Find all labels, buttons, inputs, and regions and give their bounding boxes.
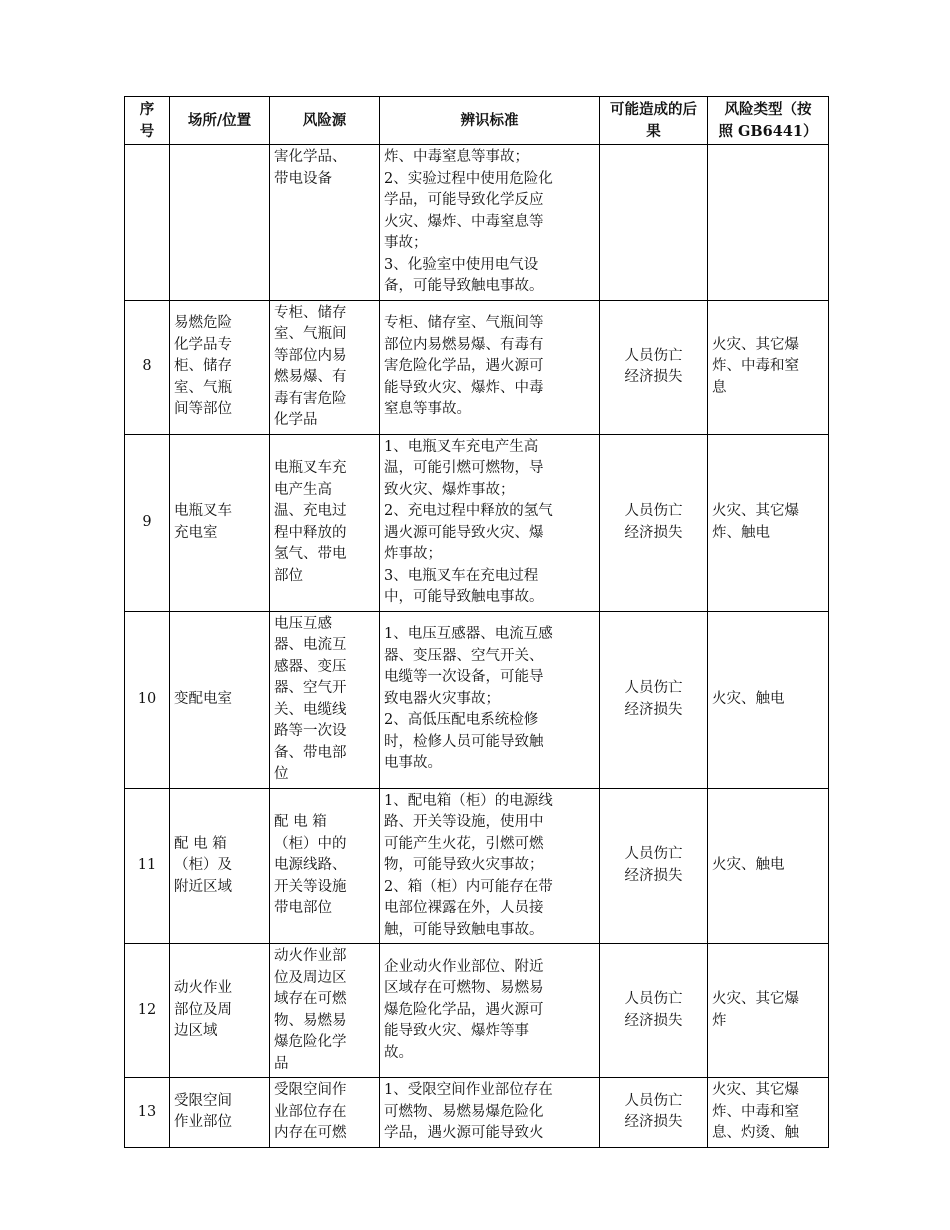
table-row <box>125 788 829 944</box>
cell-text-line: （柜）中的 <box>274 835 347 852</box>
cell-text-line: 3、电瓶叉车在充电过程 <box>384 567 539 584</box>
cell-text-line: 火灾、其它爆 <box>712 336 799 353</box>
cell-text-line: 经济损失 <box>624 369 683 385</box>
cell-number <box>125 145 170 301</box>
cell-risk-source <box>270 788 380 944</box>
cell-text-line: 人员伤亡 <box>624 680 683 696</box>
cell-number: 12 <box>125 944 170 1078</box>
header-text-line: 风险源 <box>302 111 347 129</box>
cell-text-line: 经济损失 <box>624 867 683 884</box>
cell-text-line: 致电器火灾事故； <box>384 690 500 707</box>
cell-text-line: 化学品专 <box>174 336 232 353</box>
cell-text-line: 2、箱（柜）内可能存在带 <box>384 878 553 895</box>
risk-table <box>124 96 829 1148</box>
cell-text-line: 爆危险化学品，遇火源可 <box>384 1001 544 1018</box>
cell-text-line: 室、气瓶间 <box>274 326 347 342</box>
cell-risk-type <box>708 300 829 434</box>
cell-text-line: 变配电室 <box>174 690 232 707</box>
cell-text-line: 带电设备 <box>274 170 332 187</box>
col-header-source <box>270 97 380 145</box>
cell-text-line: 专柜、储存 <box>274 304 347 321</box>
cell-text-line: 电瓶叉车充 <box>274 460 347 476</box>
cell-location <box>170 611 270 788</box>
cell-text-line: 电事故。 <box>384 755 442 772</box>
cell-text-line: 人员伤亡 <box>624 503 683 519</box>
cell-text-line: 故。 <box>384 1044 413 1061</box>
cell-text-line: 带电部位 <box>274 900 332 916</box>
cell-criteria <box>380 944 600 1078</box>
cell-text-line: 温，可能引燃可燃物，导 <box>384 460 544 476</box>
cell-text-line: 电源线路、 <box>274 857 347 873</box>
cell-number: 13 <box>125 1078 170 1148</box>
table-row <box>125 1078 829 1148</box>
cell-text-line: 业部位存在 <box>274 1103 347 1120</box>
cell-text-line: 受限空间作 <box>274 1082 347 1098</box>
cell-text-line: （柜）及 <box>174 857 232 873</box>
cell-text-line: 2、实验过程中使用危险化 <box>384 170 553 187</box>
cell-text-line: 受限空间 <box>174 1092 232 1109</box>
cell-criteria <box>380 611 600 788</box>
cell-text-line: 充电室 <box>174 524 218 541</box>
cell-consequence <box>600 944 708 1078</box>
cell-location <box>170 944 270 1078</box>
cell-text-line: 人员伤亡 <box>624 846 683 863</box>
cell-number: 10 <box>125 611 170 788</box>
cell-text-line: 火灾、爆炸、中毒窒息等 <box>384 213 544 230</box>
cell-location <box>170 1078 270 1148</box>
col-header-location <box>170 97 270 145</box>
header-text-line: 可能造成的后 <box>610 101 697 118</box>
cell-text-line: 炸事故； <box>384 546 442 562</box>
cell-text-line: 位 <box>274 766 289 782</box>
cell-text-line: 电产生高 <box>274 481 332 498</box>
cell-text-line: 备，可能导致触电事故。 <box>384 278 544 294</box>
cell-text-line: 经济损失 <box>624 1114 683 1131</box>
table-body <box>125 145 829 1148</box>
cell-text-line: 专柜、储存室、气瓶间等 <box>384 315 544 332</box>
col-header-type <box>708 97 829 145</box>
header-text-line: 号 <box>139 122 155 140</box>
cell-number: 11 <box>125 788 170 944</box>
table-row <box>125 300 829 434</box>
cell-text-line: 企业动火作业部位、附近 <box>384 958 544 975</box>
cell-text-line: 1、受限空间作业部位存在 <box>384 1082 553 1098</box>
cell-text-line: 品 <box>274 1055 289 1072</box>
cell-text-line: 学品，可能导致化学反应 <box>384 192 544 208</box>
cell-text-line: 部位内易燃易爆、有毒有 <box>384 336 544 353</box>
header-text-line: 风险类型（按 <box>724 101 812 118</box>
cell-text-line: 电缆等一次设备，可能导 <box>384 669 544 686</box>
cell-location <box>170 145 270 301</box>
cell-text-line: 化学品 <box>274 412 318 428</box>
cell-text-line: 学品，遇火源可能导致火 <box>384 1125 544 1141</box>
cell-text-line: 物，可能导致火灾事故； <box>384 857 544 873</box>
cell-text-line: 经济损失 <box>624 524 683 541</box>
cell-text-line: 火灾、其它爆 <box>712 991 799 1007</box>
cell-criteria <box>380 434 600 611</box>
cell-text-line: 电部位裸露在外，人员接 <box>384 900 544 916</box>
cell-text-line: 能导致火灾、爆炸、中毒 <box>384 379 544 396</box>
cell-text-line: 炸、中毒和窒 <box>712 358 799 375</box>
cell-text-line: 经济损失 <box>624 701 683 718</box>
cell-location <box>170 788 270 944</box>
cell-risk-type <box>708 145 829 301</box>
cell-text-line: 火灾、触电 <box>712 857 785 873</box>
cell-risk-source <box>270 300 380 434</box>
cell-text-line: 3、化验室中使用电气设 <box>384 256 539 273</box>
cell-text-line: 柜、储存 <box>174 358 232 375</box>
cell-text-line: 部位及周 <box>174 1001 232 1018</box>
header-text-line: 果 <box>646 122 661 140</box>
table-row <box>125 434 829 611</box>
cell-text-line: 害危险化学品，遇火源可 <box>384 358 544 375</box>
cell-text-line: 温、充电过 <box>274 503 347 519</box>
cell-text-line: 炸、中毒窒息等事故； <box>384 149 529 165</box>
col-header-criteria <box>380 97 600 145</box>
cell-text-line: 害化学品、 <box>274 149 347 165</box>
cell-text-line: 人员伤亡 <box>624 1092 683 1109</box>
cell-risk-source <box>270 1078 380 1148</box>
cell-consequence <box>600 611 708 788</box>
cell-text-line: 备、带电部 <box>274 744 347 761</box>
cell-text-line: 2、高低压配电系统检修 <box>384 712 539 729</box>
cell-text-line: 1、配电箱（柜）的电源线 <box>384 792 553 809</box>
cell-text-line: 动火作业部 <box>274 948 347 964</box>
cell-text-line: 炸 <box>712 1012 727 1029</box>
cell-text-line: 配 电 箱 <box>174 835 227 852</box>
cell-number: 9 <box>125 434 170 611</box>
col-header-consequence <box>600 97 708 145</box>
cell-text-line: 易燃危险 <box>174 315 232 332</box>
cell-risk-type <box>708 611 829 788</box>
cell-text-line: 时，检修人员可能导致触 <box>384 733 544 750</box>
cell-text-line: 人员伤亡 <box>624 347 683 364</box>
cell-text-line: 经济损失 <box>624 1012 683 1029</box>
cell-criteria <box>380 1078 600 1148</box>
cell-text-line: 能导致火灾、爆炸等事 <box>384 1023 529 1040</box>
header-text-line: 照 GB6441） <box>718 122 818 140</box>
cell-text-line: 路、开关等设施，使用中 <box>384 814 544 830</box>
cell-text-line: 感器、变压 <box>274 658 347 675</box>
cell-risk-source <box>270 434 380 611</box>
cell-text-line: 等部位内易 <box>274 347 347 364</box>
cell-text-line: 1、电压互感器、电流互感 <box>384 626 553 643</box>
cell-text-line: 器、电流互 <box>274 637 347 653</box>
cell-text-line: 氢气、带电 <box>274 546 347 562</box>
cell-consequence <box>600 145 708 301</box>
table-row <box>125 611 829 788</box>
cell-text-line: 物、易燃易 <box>274 1012 347 1029</box>
cell-text-line: 路等一次设 <box>274 723 347 739</box>
cell-text-line: 间等部位 <box>174 401 232 418</box>
header-text-line: 辨识标准 <box>460 111 519 129</box>
cell-text-line: 火灾、触电 <box>712 690 785 707</box>
cell-criteria <box>380 788 600 944</box>
cell-text-line: 毒有害危险 <box>274 390 347 407</box>
table-row <box>125 145 829 301</box>
cell-risk-type <box>708 434 829 611</box>
cell-text-line: 开关等设施 <box>274 878 347 895</box>
cell-criteria <box>380 300 600 434</box>
cell-risk-type <box>708 944 829 1078</box>
cell-text-line: 人员伤亡 <box>624 991 683 1007</box>
cell-number: 8 <box>125 300 170 434</box>
cell-text-line: 作业部位 <box>174 1114 232 1131</box>
cell-text-line: 边区域 <box>174 1023 218 1040</box>
cell-consequence <box>600 1078 708 1148</box>
table-row <box>125 944 829 1078</box>
cell-text-line: 中，可能导致触电事故。 <box>384 589 544 605</box>
cell-text-line: 区域存在可燃物、易燃易 <box>384 980 544 997</box>
cell-risk-source <box>270 944 380 1078</box>
cell-text-line: 2、充电过程中释放的氢气 <box>384 503 553 519</box>
cell-text-line: 火灾、其它爆 <box>712 1082 799 1098</box>
cell-text-line: 关、电缆线 <box>274 701 347 718</box>
cell-text-line: 程中释放的 <box>274 524 347 541</box>
cell-text-line: 可燃物、易燃易爆危险化 <box>384 1103 544 1120</box>
header-row <box>125 97 829 145</box>
cell-text-line: 事故； <box>384 235 428 251</box>
cell-text-line: 可能产生火花，引燃可燃 <box>384 835 544 852</box>
cell-text-line: 配 电 箱 <box>274 814 327 830</box>
cell-risk-type <box>708 1078 829 1148</box>
cell-text-line: 炸、中毒和窒 <box>712 1103 799 1120</box>
cell-location <box>170 434 270 611</box>
cell-consequence <box>600 300 708 434</box>
cell-text-line: 电压互感 <box>274 615 332 632</box>
cell-text-line: 电瓶叉车 <box>174 503 232 519</box>
cell-text-line: 炸、触电 <box>712 524 770 541</box>
col-header-num <box>125 97 170 145</box>
cell-text-line: 部位 <box>274 567 303 584</box>
cell-risk-source <box>270 145 380 301</box>
cell-text-line: 窒息等事故。 <box>384 401 471 418</box>
cell-text-line: 遇火源可能导致火灾、爆 <box>384 524 544 541</box>
header-text-line: 场所/位置 <box>187 111 252 129</box>
cell-text-line: 器、空气开 <box>274 680 347 696</box>
cell-text-line: 附近区域 <box>174 878 232 895</box>
cell-text-line: 室、气瓶 <box>174 379 232 396</box>
cell-text-line: 域存在可燃 <box>274 991 347 1007</box>
cell-location <box>170 300 270 434</box>
cell-risk-type <box>708 788 829 944</box>
cell-text-line: 1、电瓶叉车充电产生高 <box>384 438 539 455</box>
cell-text-line: 息、灼烫、触 <box>712 1125 799 1141</box>
cell-text-line: 触，可能导致触电事故。 <box>384 921 544 938</box>
cell-criteria <box>380 145 600 301</box>
cell-consequence <box>600 434 708 611</box>
cell-text-line: 火灾、其它爆 <box>712 503 799 519</box>
cell-text-line: 器、变压器、空气开关、 <box>384 647 544 664</box>
cell-consequence <box>600 788 708 944</box>
cell-text-line: 致火灾、爆炸事故； <box>384 481 515 498</box>
cell-text-line: 动火作业 <box>174 980 232 997</box>
header-text-line: 序 <box>139 101 155 118</box>
cell-risk-source <box>270 611 380 788</box>
cell-text-line: 位及周边区 <box>274 969 347 986</box>
cell-text-line: 爆危险化学 <box>274 1034 347 1050</box>
cell-text-line: 内存在可燃 <box>274 1125 347 1141</box>
cell-text-line: 息 <box>712 379 727 396</box>
cell-text-line: 燃易爆、有 <box>274 369 347 385</box>
